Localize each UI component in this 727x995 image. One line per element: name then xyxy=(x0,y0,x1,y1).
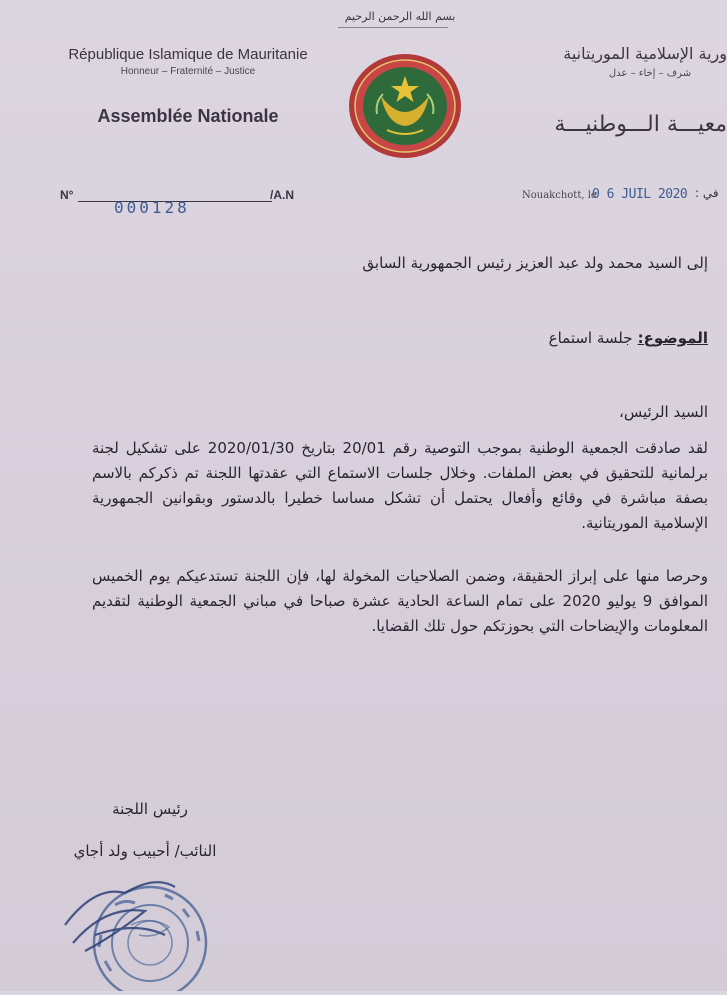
reference-number-stamp: 000128 xyxy=(114,198,190,217)
official-stamp-icon xyxy=(55,865,225,991)
letterhead-right-assembly: معيـــة الـــوطنيـــة xyxy=(554,112,727,137)
date-prefix: Nouakchott, le xyxy=(522,190,597,201)
subject-text: جلسة استماع xyxy=(548,329,633,347)
letterhead-right-title: ورية الإسلامية الموريتانية xyxy=(563,44,727,63)
letterhead-left-motto: Honneur – Fraternité – Justice xyxy=(120,66,256,77)
letter-greeting: السيد الرئيس، xyxy=(619,403,708,421)
date-stamp: 0 6 JUIL 2020 xyxy=(592,187,688,202)
letter-paragraph-2: وحرصا منها على إبراز الحقيقة، وضمن الصلاحيات المخولة لها، فإن اللجنة تستدعيكم يوم الخميس الموافق 9 يوليو 2020 على تمام الساعة الحادية عشرة صباحا في مباني الجمعية الوطنية لتقديم المعلومات والإيضاحات التي بحوزتكم حول تلك القضايا. xyxy=(92,567,708,635)
national-seal-icon xyxy=(347,52,463,160)
letter-addressee: إلى السيد محمد ولد عبد العزيز رئيس الجمهورية السابق xyxy=(362,254,708,272)
top-header-rule xyxy=(338,27,448,28)
letter-subject xyxy=(400,328,708,347)
signature-title: رئيس اللجنة xyxy=(112,800,188,818)
reference-number-prefix: N° xyxy=(60,188,74,202)
signature-name: النائب/ أحبيب ولد أجاي xyxy=(73,842,217,860)
subject-label: الموضوع: xyxy=(637,329,708,347)
top-header: بسم الله الرحمن الرحيم xyxy=(344,10,456,23)
letterhead-left-title: République Islamique de Mauritanie xyxy=(68,46,308,63)
letterhead-right-motto: شرف – إخاء – عدل xyxy=(608,68,692,79)
letterhead-left-assembly: Assemblée Nationale xyxy=(97,106,279,126)
date-suffix: في : xyxy=(695,186,719,200)
letter-paragraph-1: لقد صادقت الجمعية الوطنية بموجب التوصية رقم 20/01 بتاريخ 2020/01/30 على تشكيل لجنة برلمانية للتحقيق في بعض الملفات. وخلال جلسات الاستماع التي عقدتها اللجنة تم ذكركم بالاسم بصفة مباشرة في وقائع وأفعال يحتمل أن تشكل مساسا خطيرا بالدستور وبقوانين الجمهورية الإسلامية الموريتانية. xyxy=(92,439,708,532)
reference-number-suffix: /A.N xyxy=(270,188,294,202)
